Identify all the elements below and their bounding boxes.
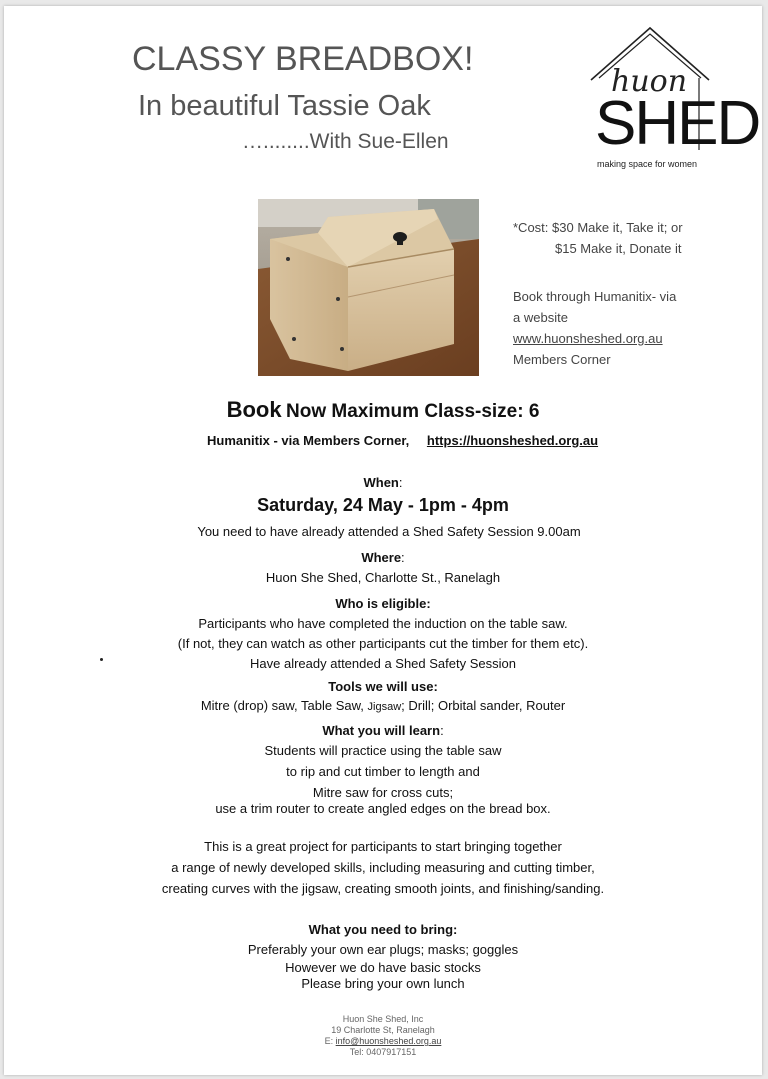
learn-line-2: to rip and cut timber to length and [286, 764, 480, 779]
bring-label: What you need to bring: [308, 922, 458, 937]
where-label: Where: [361, 550, 405, 565]
breadbox-photo [258, 199, 479, 376]
footer-address: 19 Charlotte St, Ranelagh [331, 1025, 435, 1035]
book-word: Book [226, 397, 282, 422]
where-value: Huon She Shed, Charlotte St., Ranelagh [265, 570, 501, 585]
footer-org: Huon She Shed, Inc [342, 1014, 424, 1024]
flyer-subtitle: In beautiful Tassie Oak [138, 90, 431, 122]
tools-list: Mitre (drop) saw, Table Saw, Jigsaw; Drill; Orbital sander, Router [200, 698, 566, 713]
members-corner-text: Members Corner [513, 352, 611, 367]
flyer-page [4, 6, 762, 1075]
humanitix-line [207, 433, 598, 448]
cost-line-1: *Cost: $30 Make it, Take it; or [513, 220, 683, 235]
tools-label: Tools we will use: [328, 679, 438, 694]
humanitix-text: Humanitix - via Members Corner, [207, 433, 410, 448]
logo-word-huon: huon [611, 64, 688, 99]
footer-tel: Tel: 0407917151 [349, 1047, 417, 1057]
eligible-line-3: Have already attended a Shed Safety Session [250, 656, 516, 671]
project-line-1: This is a great project for participants to start bringing together [204, 839, 562, 854]
project-line-2: a range of newly developed skills, including measuring and cutting timber, [171, 860, 595, 875]
tutor-line: …........With Sue-Ellen [242, 130, 449, 153]
bring-line-2: However we do have basic stocks [285, 960, 481, 975]
bring-line-3: Please bring your own lunch [301, 976, 465, 991]
learn-line-1: Students will practice using the table saw [264, 743, 502, 758]
logo-tagline: making space for women [597, 159, 698, 169]
when-label: When: [363, 475, 403, 490]
eligible-line-1: Participants who have completed the induction on the table saw. [198, 616, 568, 631]
learn-line-4: use a trim router to create angled edges on the bread box. [215, 801, 551, 816]
eligible-line-2: (If not, they can watch as other participants cut the timber for them etc). [177, 636, 589, 651]
event-date: Saturday, 24 May - 1pm - 4pm [257, 495, 509, 515]
project-line-3: creating curves with the jigsaw, creating smooth joints, and finishing/sanding. [161, 881, 605, 896]
cost-line-2: $15 Make it, Donate it [555, 241, 682, 256]
flyer-title: CLASSY BREADBOX! [132, 40, 474, 78]
class-size-text: Now Maximum Class-size: 6 [286, 401, 540, 422]
logo-word-shed: SHED [595, 89, 760, 158]
footer-email: E: info@huonsheshed.org.au [324, 1036, 442, 1046]
stray-dot [100, 658, 103, 661]
booking-url-link[interactable]: https://huonsheshed.org.au [426, 433, 599, 448]
website-link[interactable]: www.huonsheshed.org.au [513, 331, 663, 346]
booking-heading [4, 397, 762, 423]
footer-email-link[interactable]: info@huonsheshed.org.au [335, 1036, 442, 1046]
learn-label: What you will learn: [322, 723, 444, 738]
booking-line-2: a website [513, 310, 568, 325]
bring-line-1: Preferably your own ear plugs; masks; goggles [247, 942, 519, 957]
booking-line-1: Book through Humanitix- via [513, 289, 677, 304]
learn-line-3: Mitre saw for cross cuts; [312, 785, 454, 800]
safety-note: You need to have already attended a Shed Safety Session 9.00am [197, 524, 581, 539]
eligible-label: Who is eligible: [335, 596, 431, 611]
huon-she-shed-logo [587, 22, 760, 172]
